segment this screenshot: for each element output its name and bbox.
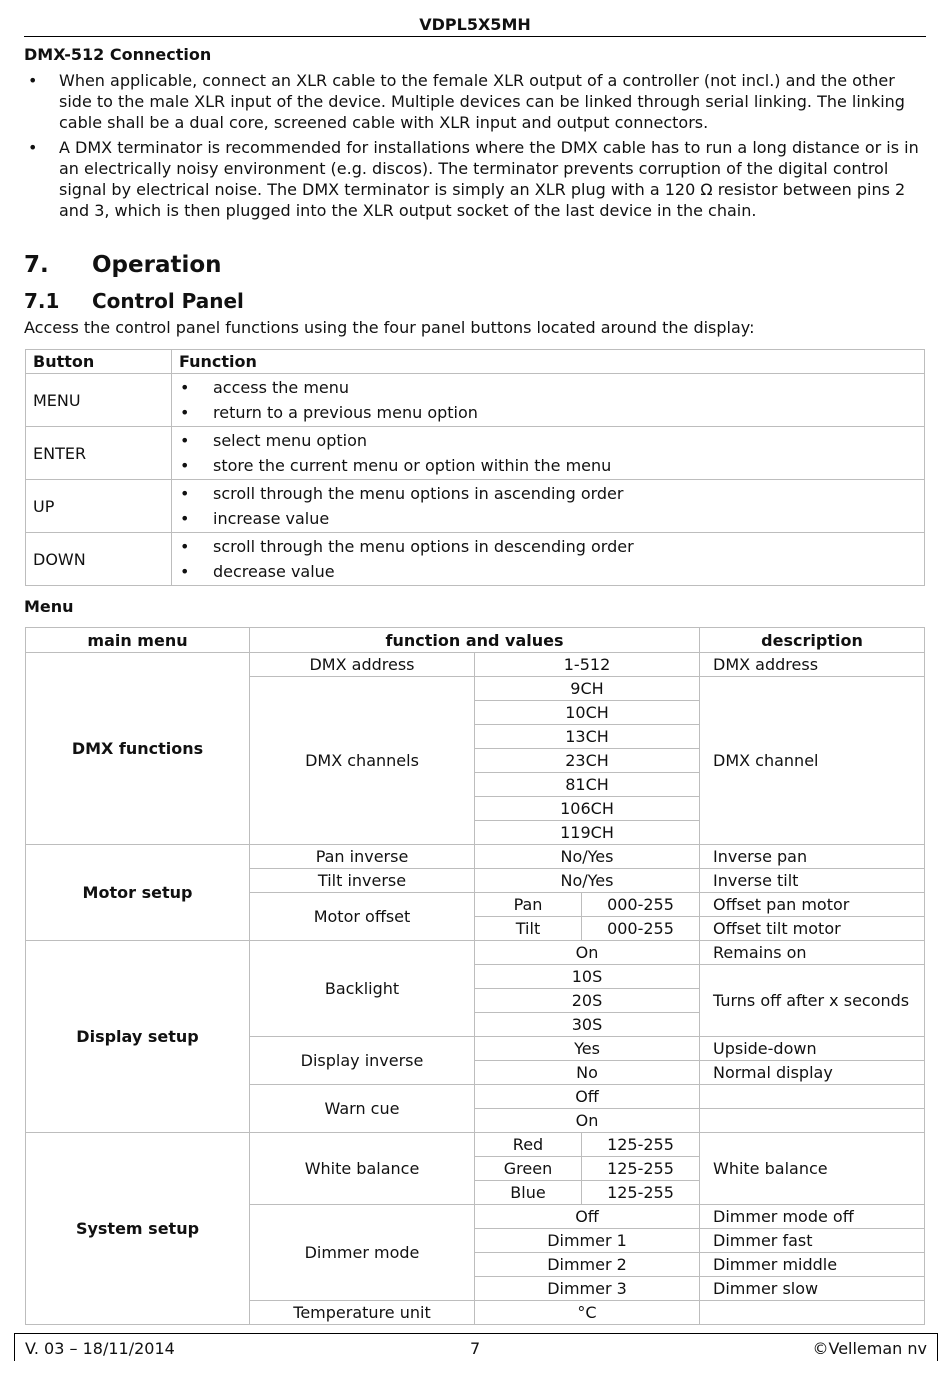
- sub-label-cell: Red: [475, 1133, 582, 1157]
- bullet-item: • When applicable, connect an XLR cable to the female XLR output of a controller (not incl.) and the other side to the male XLR input of the device. Multiple devices can be linked through serial linking. The linking cable shall be a dual core, screened cable with XLR input and output connectors.: [24, 70, 924, 133]
- value-cell: No: [475, 1061, 700, 1085]
- description-cell: Upside-down: [700, 1037, 925, 1061]
- function-cell: Temperature unit: [250, 1301, 475, 1325]
- description-cell: Dimmer slow: [700, 1277, 925, 1301]
- table-row: [26, 845, 925, 869]
- table-header-row: [26, 628, 925, 653]
- description-cell: Dimmer mode off: [700, 1205, 925, 1229]
- dmx-connection-title: DMX-512 Connection: [24, 45, 212, 64]
- description-cell: Remains on: [700, 941, 925, 965]
- description-cell: Inverse tilt: [700, 869, 925, 893]
- main-menu-cell: System setup: [26, 1133, 250, 1325]
- column-header-button: Button: [26, 350, 172, 374]
- subsection-title: Control Panel: [92, 289, 244, 313]
- value-cell: 9CH: [475, 677, 700, 701]
- value-cell: Dimmer 3: [475, 1277, 700, 1301]
- section-title: Operation: [92, 252, 222, 278]
- description-cell: [700, 1109, 925, 1133]
- function-cell: White balance: [250, 1133, 475, 1205]
- value-cell: 125-255: [582, 1133, 700, 1157]
- page-footer: [14, 1333, 938, 1361]
- subsection-heading: [24, 289, 244, 313]
- description-cell: Dimmer fast: [700, 1229, 925, 1253]
- description-cell: White balance: [700, 1133, 925, 1205]
- dmx-connection-bullets: [24, 70, 924, 225]
- function-cell: [172, 533, 925, 586]
- table-row: [26, 1133, 925, 1157]
- column-header-main-menu: main menu: [26, 628, 250, 653]
- table-row: [26, 653, 925, 677]
- function-cell: [172, 480, 925, 533]
- menu-title: Menu: [24, 597, 74, 616]
- function-item: • scroll through the menu options in descending order: [180, 534, 924, 559]
- section-number: 7.: [24, 252, 49, 278]
- value-cell: No/Yes: [475, 845, 700, 869]
- value-cell: Dimmer 1: [475, 1229, 700, 1253]
- table-row: [26, 941, 925, 965]
- value-cell: 000-255: [582, 893, 700, 917]
- value-cell: °C: [475, 1301, 700, 1325]
- value-cell: 81CH: [475, 773, 700, 797]
- value-cell: 30S: [475, 1013, 700, 1037]
- function-item: • access the menu: [180, 375, 924, 400]
- table-header-row: [26, 350, 925, 374]
- description-cell: [700, 1301, 925, 1325]
- footer-page-number: 7: [470, 1339, 481, 1358]
- value-cell: 10CH: [475, 701, 700, 725]
- function-cell: Dimmer mode: [250, 1205, 475, 1301]
- value-cell: Off: [475, 1085, 700, 1109]
- sub-label-cell: Blue: [475, 1181, 582, 1205]
- value-cell: 23CH: [475, 749, 700, 773]
- function-item: • increase value: [180, 506, 924, 531]
- function-cell: Display inverse: [250, 1037, 475, 1085]
- value-cell: Yes: [475, 1037, 700, 1061]
- sub-label-cell: Green: [475, 1157, 582, 1181]
- main-menu-cell: DMX functions: [26, 653, 250, 845]
- value-cell: Dimmer 2: [475, 1253, 700, 1277]
- value-cell: 125-255: [582, 1157, 700, 1181]
- column-header-description: description: [700, 628, 925, 653]
- function-cell: DMX channels: [250, 677, 475, 845]
- value-cell: 1-512: [475, 653, 700, 677]
- column-header-function: function and values: [250, 628, 700, 653]
- button-name: MENU: [26, 374, 172, 427]
- sub-label-cell: Tilt: [475, 917, 582, 941]
- description-cell: Offset tilt motor: [700, 917, 925, 941]
- value-cell: 13CH: [475, 725, 700, 749]
- description-cell: Normal display: [700, 1061, 925, 1085]
- function-item: • store the current menu or option within the menu: [180, 453, 924, 478]
- main-menu-cell: Motor setup: [26, 845, 250, 941]
- value-cell: No/Yes: [475, 869, 700, 893]
- function-cell: Warn cue: [250, 1085, 475, 1133]
- value-cell: On: [475, 941, 700, 965]
- value-cell: 106CH: [475, 797, 700, 821]
- section-heading: [24, 252, 222, 278]
- function-cell: Backlight: [250, 941, 475, 1037]
- function-cell: Pan inverse: [250, 845, 475, 869]
- sub-label-cell: Pan: [475, 893, 582, 917]
- description-cell: Offset pan motor: [700, 893, 925, 917]
- table-row: [26, 427, 925, 480]
- function-cell: DMX address: [250, 653, 475, 677]
- button-name: DOWN: [26, 533, 172, 586]
- table-row: [26, 533, 925, 586]
- button-function-table: [25, 349, 925, 586]
- description-cell: Turns off after x seconds: [700, 965, 925, 1037]
- main-menu-cell: Display setup: [26, 941, 250, 1133]
- function-item: • scroll through the menu options in ascending order: [180, 481, 924, 506]
- table-row: [26, 374, 925, 427]
- description-cell: DMX channel: [700, 677, 925, 845]
- table-row: [26, 480, 925, 533]
- value-cell: 20S: [475, 989, 700, 1013]
- function-cell: Motor offset: [250, 893, 475, 941]
- description-cell: [700, 1085, 925, 1109]
- description-cell: DMX address: [700, 653, 925, 677]
- value-cell: Off: [475, 1205, 700, 1229]
- menu-table: [25, 627, 925, 1325]
- value-cell: 000-255: [582, 917, 700, 941]
- function-cell: [172, 427, 925, 480]
- intro-text: Access the control panel functions using the four panel buttons located around the display:: [24, 318, 755, 337]
- footer-copyright: ©Velleman nv: [812, 1339, 927, 1358]
- function-cell: Tilt inverse: [250, 869, 475, 893]
- description-cell: Inverse pan: [700, 845, 925, 869]
- button-name: ENTER: [26, 427, 172, 480]
- footer-version: V. 03 – 18/11/2014: [25, 1339, 175, 1358]
- function-cell: [172, 374, 925, 427]
- value-cell: 10S: [475, 965, 700, 989]
- function-item: • decrease value: [180, 559, 924, 584]
- function-item: • return to a previous menu option: [180, 400, 924, 425]
- value-cell: 125-255: [582, 1181, 700, 1205]
- description-cell: Dimmer middle: [700, 1253, 925, 1277]
- subsection-number: 7.1: [24, 289, 60, 313]
- page-header: VDPL5X5MH: [24, 0, 926, 37]
- column-header-function: Function: [172, 350, 925, 374]
- value-cell: On: [475, 1109, 700, 1133]
- value-cell: 119CH: [475, 821, 700, 845]
- bullet-item: • A DMX terminator is recommended for installations where the DMX cable has to run a long distance or is in an electrically noisy environment (e.g. discos). The terminator prevents corruption of the digital control signal by electrical noise. The DMX terminator is simply an XLR plug with a 120 Ω resistor between pins 2 and 3, which is then plugged into the XLR output socket of the last device in the chain.: [24, 137, 924, 221]
- button-name: UP: [26, 480, 172, 533]
- function-item: • select menu option: [180, 428, 924, 453]
